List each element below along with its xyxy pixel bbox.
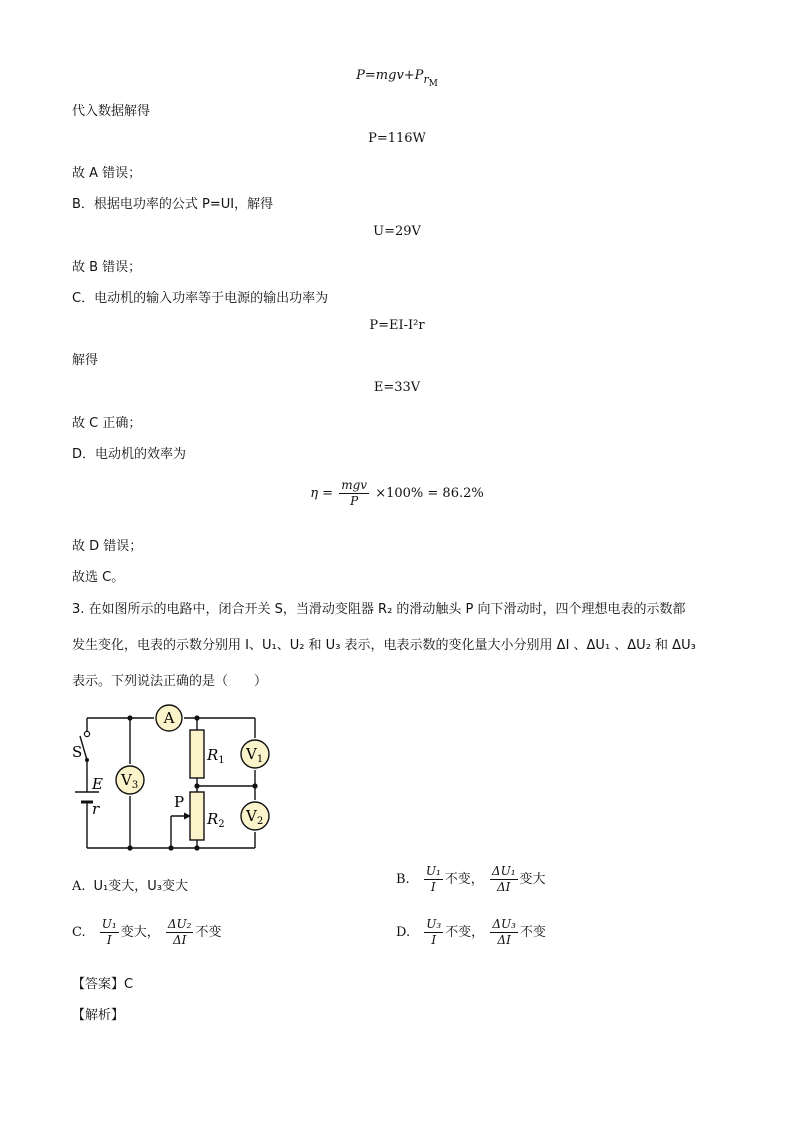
- question-line-1: 3. 在如图所示的电路中，闭合开关 S，当滑动变阻器 R₂ 的滑动触头 P 向下滑动时，四个理想电表的示数都: [72, 602, 686, 617]
- eq-output-power: P=EI-I²r: [369, 318, 425, 333]
- answer-value: C: [124, 977, 134, 992]
- solve-text: 解得: [72, 353, 99, 368]
- eq-power-total: $P=mgv+P_{r_M}$: [356, 68, 438, 89]
- option-c-verdict: 故 C 正确；: [72, 416, 142, 431]
- option-c: C. $\frac{\text{U₁}}{I}$ 变大， $\frac{\text{ΔU₂}}{\Delta I}$ 不变: [72, 917, 222, 947]
- question-line-2: 发生变化，电表的示数分别用 I、U₁、U₂ 和 U₃ 表示，电表示数的变化量大小分别用 ΔI 、ΔU₁ 、ΔU₂ 和 ΔU₃: [72, 638, 696, 653]
- final-choice: 故选 C。: [72, 570, 125, 585]
- resistor-1-label: $R_1$: [207, 746, 225, 766]
- internal-resistance-label: r: [92, 800, 100, 818]
- voltmeter-3-label: $V_3$: [121, 771, 139, 791]
- substitute-text: 代入数据解得: [72, 104, 151, 119]
- option-a: A. U₁变大，U₃变大: [72, 879, 188, 894]
- emf-label: E: [92, 775, 103, 793]
- resistor-2-label: $R_2$: [207, 810, 225, 830]
- option-a-verdict: 故 A 错误；: [72, 166, 142, 181]
- efficiency-fraction: $\frac{\text{mgv}}{P}$: [341, 478, 368, 508]
- circuit-diagram: [70, 700, 280, 860]
- efficiency-equation: η = $\frac{\text{mgv}}{P}$ ×100% = 86.2%: [310, 478, 484, 508]
- answer-line: [72, 973, 133, 992]
- eq-emf: E=33V: [373, 380, 421, 395]
- eq-voltage: U=29V: [373, 224, 421, 239]
- question-line-3: 表示。下列说法正确的是（ ）: [72, 674, 268, 689]
- voltmeter-2-label: $V_2$: [246, 807, 264, 827]
- option-b-verdict: 故 B 错误；: [72, 260, 142, 275]
- slider-label: P: [174, 793, 185, 811]
- option-c-explanation: C．电动机的输入功率等于电源的输出功率为: [72, 291, 329, 306]
- ammeter-label: A: [163, 709, 175, 727]
- eq-power-result: P=116W: [368, 131, 426, 146]
- option-b-explanation: B．根据电功率的公式 P=UI，解得: [72, 197, 274, 212]
- answer-label: 【答案】: [72, 977, 125, 992]
- switch-label: S: [72, 743, 83, 761]
- analysis-label: 【解析】: [72, 1008, 125, 1023]
- option-d-verdict: 故 D 错误；: [72, 539, 143, 554]
- voltmeter-1-label: $V_1$: [246, 745, 264, 765]
- option-d: D. $\frac{\text{U₃}}{I}$ 不变， $\frac{\text{ΔU₃}}{\Delta I}$ 不变: [396, 917, 546, 947]
- option-b: B. $\frac{\text{U₁}}{I}$ 不变， $\frac{\text{ΔU₁}}{\Delta I}$ 变大: [396, 864, 546, 894]
- option-d-explanation: D．电动机的效率为: [72, 447, 187, 462]
